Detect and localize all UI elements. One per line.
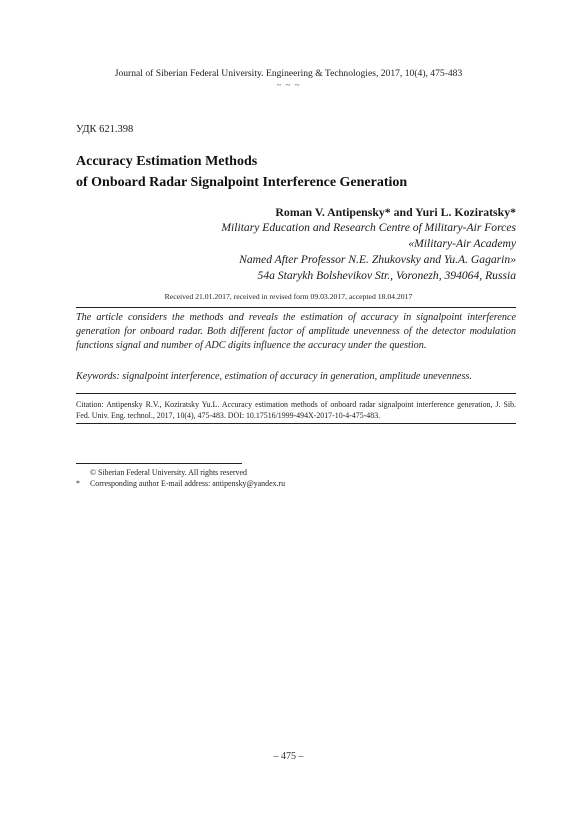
corresponding-email: Corresponding author E-mail address: antipensky@yandex.ru	[90, 479, 286, 488]
affiliation-line-3: Named After Professor N.E. Zhukovsky and Yu.A. Gagarin»	[239, 253, 516, 266]
affiliation-line-1: Military Education and Research Centre of Military-Air Forces	[221, 221, 516, 234]
affiliation-line-4: 54a Starykh Bolshevikov Str., Voronezh, 394064, Russia	[257, 269, 516, 282]
page-number: – 475 –	[273, 751, 304, 762]
title-line-1: Accuracy Estimation Methods	[76, 154, 258, 169]
footnote-corresponding	[76, 479, 285, 488]
header-ornament: ~ ~ ~	[276, 80, 301, 90]
citation: Citation: Antipensky R.V., Koziratsky Yu.L. Accuracy estimation methods of onboard radar signalpoint interference generation, J. Sib. Fed. Univ. Eng. technol., 2017, 10(4), 475-483. DOI: 10.17516/1999-494X-2017-10-4-475-483.	[76, 400, 516, 420]
footnote-rule	[76, 463, 242, 464]
keywords: Keywords: signalpoint interference, estimation of accuracy in generation, amplitude unevenness.	[76, 371, 472, 382]
divider-citation-top	[76, 393, 516, 394]
author-block	[221, 204, 516, 284]
journal-header: Journal of Siberian Federal University. Engineering & Technologies, 2017, 10(4), 475-483	[114, 68, 463, 79]
received-dates: Received 21.01.2017, received in revised form 09.03.2017, accepted 18.04.2017	[164, 292, 413, 301]
footnote-copyright: © Siberian Federal University. All rights reserved	[90, 468, 247, 477]
udk-code: УДК 621.398	[76, 124, 134, 135]
footnote-star: *	[76, 479, 80, 488]
authors: Roman V. Antipensky* and Yuri L. Koziratsky*	[275, 205, 516, 219]
article-title	[76, 151, 407, 193]
abstract: The article considers the methods and reveals the estimation of accuracy in signalpoint interference generation for onboard radar. Both different factor of amplitude unevenness of the detector modulation functions signal and number of ADC digits influence the accuracy under the question.	[76, 312, 516, 351]
affiliation-line-2: «Military-Air Academy	[408, 237, 516, 250]
divider-top	[76, 307, 516, 308]
title-line-2: of Onboard Radar Signalpoint Interference Generation	[76, 175, 408, 190]
divider-citation-bottom	[76, 423, 516, 424]
